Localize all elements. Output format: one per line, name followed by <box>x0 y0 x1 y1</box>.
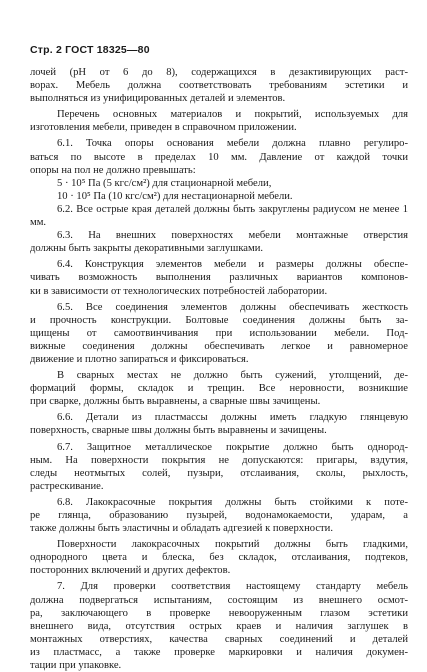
text-line: ре глянца, образованию пузырей, водонамокаемости, ударам, а <box>30 510 408 521</box>
text-line: Поверхности лакокрасочных покрытий должны быть гладкими, <box>57 539 408 551</box>
text-line: растрескивание. <box>30 480 104 492</box>
document-body <box>30 66 408 672</box>
text-line: должны быть закрыты декоративными заглушками. <box>30 243 264 255</box>
text-line: чивать возможность выполнения различных вариантов компонов- <box>30 272 408 284</box>
text-line: при сварке, должны быть выравнены, а сварные швы зачищены. <box>30 396 321 408</box>
text-line: 10 · 10⁵ Па (10 кгс/см²) для нестационарной мебели. <box>57 190 293 202</box>
text-line: 6.7. Защитное металлическое покрытие должно быть однород- <box>57 441 408 453</box>
text-line: формаций формы, складок и трещин. Все неровности, возникшие <box>30 383 408 395</box>
text-line: тации при упаковке. <box>30 660 122 672</box>
text-line: движение и плотно запираться и фиксироваться. <box>30 353 249 365</box>
text-line: ваться по высоте в пределах 10 мм. Давление от каждой точки <box>30 151 408 163</box>
text-line: следы неотмытых солей, пузыри, отслаивания, сколы, рыхлость, <box>30 467 408 479</box>
text-line: также должны быть эластичны и обладать адгезией к поверхности. <box>30 523 333 535</box>
text-line: опоры на пол не должно превышать: <box>30 164 196 176</box>
text-line: 6.1. Точка опоры основания мебели должна плавно регулиро- <box>57 138 408 150</box>
page-header: Стр. 2 ГОСТ 18325—80 <box>30 44 150 56</box>
text-line: из пластмасс, а также проверке маркировки и наличия докумен- <box>30 646 408 658</box>
text-line: посторонних включений и других дефектов. <box>30 565 231 577</box>
text-line: и прочность конструкции. Болтовые соединения должны быть за- <box>30 314 408 326</box>
text-line: ным. На поверхности покрытия не допускаются: пригары, вздутия, <box>30 454 408 466</box>
text-line: щищены от самоотвинчивания при использовании мебели. Под- <box>30 327 408 339</box>
text-line: 6.3. На внешних поверхностях мебели монтажные отверстия <box>57 230 408 242</box>
text-line: Перечень основных материалов и покрытий, используемых для <box>57 109 408 121</box>
text-line: В сварных местах не должно быть сужений, утолщений, де- <box>57 370 408 382</box>
text-line: ворах. Мебель должна соответствовать требованиям эстетики и <box>30 80 408 92</box>
text-line: лочей (рН от 6 до 8), содержащихся в дезактивирующих раст- <box>30 67 408 78</box>
text-line: монтажных отверстиях, качества сварных соединений и деталей <box>30 633 408 645</box>
text-line: 5 · 10⁵ Па (5 кгс/см²) для стационарной мебели, <box>57 177 272 189</box>
text-line: должна подвергаться испытаниям, состоящим из внешнего осмот- <box>30 594 408 606</box>
text-line: внешнего вида, отсутствия острых краев и наличия заглушек в <box>30 620 408 632</box>
text-line: 6.8. Лакокрасочные покрытия должны быть стойкими к поте- <box>57 496 408 508</box>
text-line: выполняться из унифицированных деталей и элементов. <box>30 93 286 105</box>
text-line: ра, заключающего в проверке невооруженным глазом эстетики <box>30 607 408 619</box>
text-line: изготовления мебели, приведен в справочном приложении. <box>30 122 297 134</box>
text-line: поверхность, сварные швы должны быть выравнены и зачищены. <box>30 425 327 437</box>
text-line: 6.5. Все соединения элементов должны обеспечивать жесткость <box>57 301 408 313</box>
text-line: 7. Для проверки соответствия настоящему стандарту мебель <box>57 581 408 593</box>
text-line: ки в зависимости от технологических потребностей лаборатории. <box>30 285 328 297</box>
text-line: однородного цвета и блеска, без складок, отслаивания, подтеков, <box>30 552 408 564</box>
text-line: 6.6. Детали из пластмассы должны иметь гладкую глянцевую <box>57 412 408 424</box>
text-paragraph: 6.2. Все острые края деталей должны быть закруглены радиусом не менее 1 мм. <box>30 203 408 229</box>
text-line: 6.4. Конструкция элементов мебели и размеры должны обеспе- <box>57 259 408 271</box>
text-line: вижные соединения должны обеспечивать легкое и равномерное <box>30 340 408 352</box>
